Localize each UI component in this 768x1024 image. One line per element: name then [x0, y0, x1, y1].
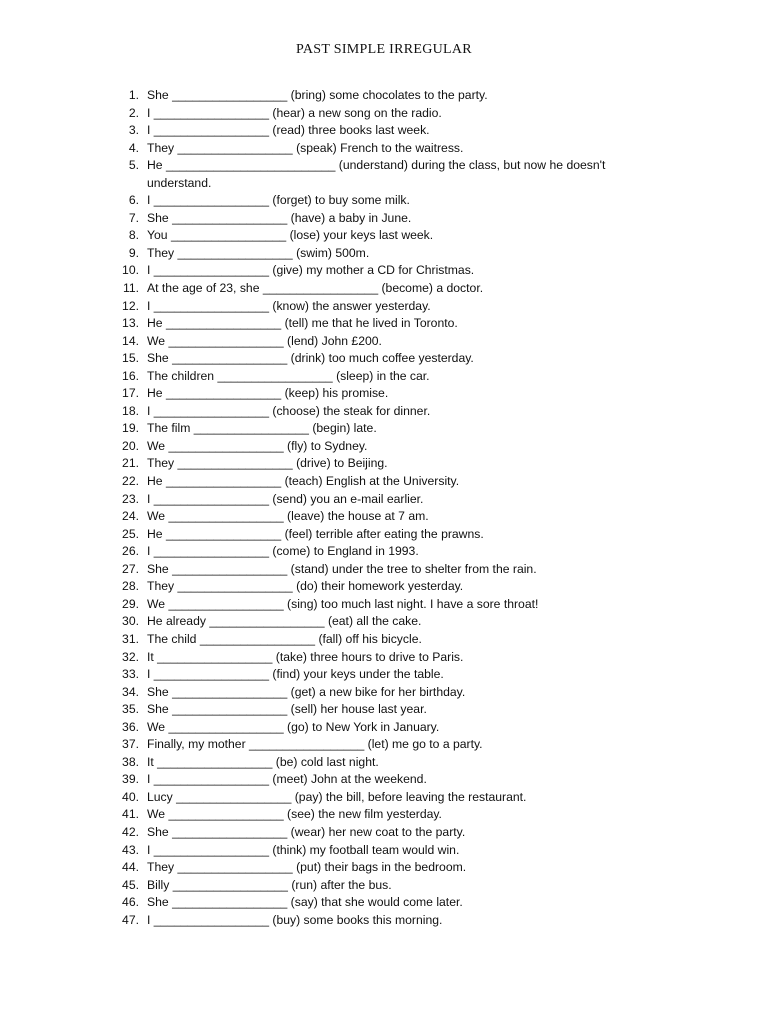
exercise-item — [100, 455, 660, 473]
exercise-sentence: We _________________ (fly) to Sydney. — [147, 438, 368, 453]
exercise-sentence: I _________________ (buy) some books this morning. — [147, 912, 443, 927]
exercise-sentence: It _________________ (be) cold last night. — [147, 754, 379, 769]
spacer — [139, 894, 147, 912]
spacer — [139, 122, 147, 140]
spacer — [139, 824, 147, 842]
exercise-item — [100, 877, 660, 895]
exercise-item — [100, 842, 660, 860]
spacer — [139, 210, 147, 228]
page-title: PAST SIMPLE IRREGULAR — [296, 42, 472, 57]
exercise-sentence: We _________________ (leave) the house at 7 am. — [147, 509, 429, 524]
spacer — [139, 245, 147, 263]
spacer — [139, 87, 147, 105]
spacer — [139, 262, 147, 280]
exercise-number: 14. — [122, 333, 139, 348]
exercise-number: 41. — [122, 807, 139, 822]
exercise-number: 29. — [122, 596, 139, 611]
exercise-item — [100, 701, 660, 719]
spacer — [139, 385, 147, 403]
spacer — [139, 140, 147, 158]
exercise-item — [100, 824, 660, 842]
spacer — [139, 631, 147, 649]
exercise-number: 5. — [128, 158, 139, 173]
exercise-sentence: I _________________ (come) to England in 1993. — [147, 544, 419, 559]
exercise-item — [100, 280, 660, 298]
exercise-item — [100, 526, 660, 544]
exercise-number: 20. — [122, 438, 139, 453]
spacer — [139, 350, 147, 368]
exercise-item — [100, 649, 660, 667]
exercise-sentence: I _________________ (find) your keys under the table. — [147, 667, 444, 682]
exercise-item — [100, 561, 660, 579]
exercise-item — [100, 473, 660, 491]
exercise-number: 40. — [122, 789, 139, 804]
exercise-sentence: I _________________ (send) you an e-mail earlier. — [147, 491, 424, 506]
exercise-sentence: I _________________ (choose) the steak for dinner. — [147, 403, 431, 418]
exercise-number: 1. — [128, 88, 139, 102]
exercise-number: 25. — [122, 526, 139, 541]
exercise-list — [100, 87, 660, 929]
spacer — [139, 578, 147, 596]
spacer — [139, 455, 147, 473]
exercise-sentence: The children _________________ (sleep) in the car. — [147, 368, 430, 383]
exercise-sentence: She _________________ (stand) under the tree to shelter from the rain. — [147, 561, 537, 576]
exercise-sentence: She _________________ (say) that she would come later. — [147, 895, 463, 910]
exercise-item — [100, 543, 660, 561]
exercise-sentence: Lucy _________________ (pay) the bill, before leaving the restaurant. — [147, 789, 527, 804]
exercise-item — [100, 157, 660, 192]
exercise-item — [100, 912, 660, 930]
exercise-number: 10. — [122, 263, 139, 278]
spacer — [139, 420, 147, 438]
exercise-number: 17. — [122, 386, 139, 401]
exercise-sentence: They _________________ (swim) 500m. — [147, 245, 370, 260]
exercise-item — [100, 789, 660, 807]
exercise-item — [100, 315, 660, 333]
exercise-sentence: He _________________________ (understand) during the class, but now he doesn't understand. — [147, 158, 606, 190]
exercise-sentence: He _________________ (keep) his promise. — [147, 386, 389, 401]
exercise-item — [100, 368, 660, 386]
exercise-item — [100, 613, 660, 631]
exercise-sentence: He _________________ (teach) English at the University. — [147, 474, 460, 489]
spacer — [139, 192, 147, 210]
exercise-item — [100, 508, 660, 526]
spacer — [139, 315, 147, 333]
exercise-item — [100, 736, 660, 754]
exercise-sentence: The film _________________ (begin) late. — [147, 421, 377, 436]
exercise-number: 39. — [122, 772, 139, 787]
exercise-number: 47. — [122, 912, 139, 927]
spacer — [139, 105, 147, 123]
exercise-item — [100, 438, 660, 456]
exercise-number: 15. — [122, 351, 139, 366]
exercise-number: 9. — [128, 245, 139, 260]
exercise-item — [100, 491, 660, 509]
exercise-number: 13. — [122, 316, 139, 331]
spacer — [139, 438, 147, 456]
spacer — [139, 333, 147, 351]
spacer — [139, 666, 147, 684]
exercise-sentence: It _________________ (take) three hours to drive to Paris. — [147, 649, 464, 664]
spacer — [139, 789, 147, 807]
exercise-number: 36. — [122, 719, 139, 734]
exercise-number: 30. — [122, 614, 139, 629]
exercise-item — [100, 192, 660, 210]
exercise-sentence: We _________________ (sing) too much last night. I have a sore throat! — [147, 596, 539, 611]
spacer — [139, 684, 147, 702]
exercise-item — [100, 122, 660, 140]
exercise-number: 23. — [122, 491, 139, 506]
exercise-item — [100, 245, 660, 263]
spacer — [139, 403, 147, 421]
exercise-sentence: He _________________ (tell) me that he lived in Toronto. — [147, 316, 458, 331]
exercise-sentence: I _________________ (meet) John at the weekend. — [147, 772, 427, 787]
exercise-sentence: They _________________ (speak) French to the waitress. — [147, 140, 464, 155]
spacer — [139, 280, 147, 298]
exercise-number: 22. — [122, 474, 139, 489]
exercise-item — [100, 140, 660, 158]
exercise-sentence: You _________________ (lose) your keys last week. — [147, 228, 434, 243]
exercise-item — [100, 420, 660, 438]
exercise-sentence: I _________________ (give) my mother a CD for Christmas. — [147, 263, 475, 278]
exercise-number: 35. — [122, 702, 139, 717]
exercise-sentence: I _________________ (read) three books last week. — [147, 123, 430, 138]
exercise-sentence: We _________________ (go) to New York in January. — [147, 719, 440, 734]
exercise-sentence: He _________________ (feel) terrible after eating the prawns. — [147, 526, 484, 541]
spacer — [139, 719, 147, 737]
spacer — [139, 912, 147, 930]
exercise-number: 43. — [122, 842, 139, 857]
spacer — [139, 859, 147, 877]
spacer — [139, 806, 147, 824]
spacer — [139, 754, 147, 772]
spacer — [139, 649, 147, 667]
exercise-sentence: They _________________ (do) their homework yesterday. — [147, 579, 464, 594]
exercise-number: 16. — [122, 368, 139, 383]
spacer — [139, 877, 147, 895]
exercise-sentence: I _________________ (hear) a new song on the radio. — [147, 105, 442, 120]
exercise-item — [100, 771, 660, 789]
exercise-number: 34. — [122, 684, 139, 699]
exercise-number: 38. — [122, 754, 139, 769]
exercise-number: 32. — [122, 649, 139, 664]
exercise-sentence: Billy _________________ (run) after the bus. — [147, 877, 392, 892]
exercise-item — [100, 210, 660, 228]
exercise-item — [100, 333, 660, 351]
exercise-item — [100, 894, 660, 912]
exercise-sentence: She _________________ (bring) some chocolates to the party. — [147, 88, 488, 102]
exercise-sentence: She _________________ (wear) her new coat to the party. — [147, 824, 466, 839]
exercise-sentence: I _________________ (forget) to buy some milk. — [147, 193, 410, 208]
exercise-number: 45. — [122, 877, 139, 892]
spacer — [139, 157, 147, 192]
spacer — [139, 368, 147, 386]
exercise-number: 24. — [122, 509, 139, 524]
spacer — [139, 771, 147, 789]
spacer — [139, 543, 147, 561]
exercise-number: 33. — [122, 667, 139, 682]
exercise-number: 4. — [128, 140, 139, 155]
exercise-sentence: The child _________________ (fall) off his bicycle. — [147, 631, 422, 646]
exercise-number: 6. — [128, 193, 139, 208]
exercise-number: 31. — [122, 631, 139, 646]
exercise-item — [100, 859, 660, 877]
exercise-number: 27. — [122, 561, 139, 576]
exercise-item — [100, 719, 660, 737]
exercise-item — [100, 754, 660, 772]
spacer — [139, 473, 147, 491]
exercise-item — [100, 403, 660, 421]
spacer — [139, 561, 147, 579]
exercise-item — [100, 385, 660, 403]
exercise-item — [100, 684, 660, 702]
exercise-sentence: She _________________ (sell) her house last year. — [147, 702, 427, 717]
exercise-number: 28. — [122, 579, 139, 594]
exercise-item — [100, 578, 660, 596]
exercise-item — [100, 227, 660, 245]
exercise-number: 3. — [128, 123, 139, 138]
exercise-sentence: They _________________ (put) their bags in the bedroom. — [147, 860, 467, 875]
exercise-sentence: She _________________ (drink) too much coffee yesterday. — [147, 351, 474, 366]
spacer — [139, 491, 147, 509]
exercise-sentence: At the age of 23, she _________________ (become) a doctor. — [147, 281, 484, 296]
exercise-item — [100, 298, 660, 316]
spacer — [139, 736, 147, 754]
exercise-item — [100, 105, 660, 123]
exercise-sentence: She _________________ (have) a baby in June. — [147, 210, 412, 225]
exercise-item — [100, 631, 660, 649]
spacer — [139, 701, 147, 719]
exercise-sentence: I _________________ (know) the answer yesterday. — [147, 298, 431, 313]
spacer — [139, 227, 147, 245]
exercise-number: 11. — [122, 281, 139, 296]
exercise-sentence: We _________________ (see) the new film yesterday. — [147, 807, 442, 822]
exercise-sentence: I _________________ (think) my football team would win. — [147, 842, 460, 857]
exercise-sentence: She _________________ (get) a new bike for her birthday. — [147, 684, 466, 699]
exercise-number: 8. — [128, 228, 139, 243]
exercise-number: 44. — [122, 860, 139, 875]
exercise-sentence: Finally, my mother _________________ (let) me go to a party. — [147, 737, 483, 752]
exercise-item — [100, 806, 660, 824]
spacer — [139, 613, 147, 631]
spacer — [139, 298, 147, 316]
exercise-number: 2. — [128, 105, 139, 120]
exercise-item — [100, 666, 660, 684]
spacer — [139, 842, 147, 860]
exercise-number: 12. — [122, 298, 139, 313]
exercise-number: 19. — [122, 421, 139, 436]
exercise-number: 46. — [122, 895, 139, 910]
exercise-item — [100, 596, 660, 614]
exercise-number: 42. — [122, 824, 139, 839]
exercise-number: 26. — [122, 544, 139, 559]
exercise-sentence: We _________________ (lend) John £200. — [147, 333, 382, 348]
exercise-number: 7. — [128, 210, 139, 225]
exercise-item — [100, 87, 660, 105]
spacer — [139, 596, 147, 614]
exercise-number: 37. — [122, 737, 139, 752]
exercise-sentence: He already _________________ (eat) all the cake. — [147, 614, 422, 629]
exercise-number: 18. — [122, 403, 139, 418]
exercise-number: 21. — [122, 456, 139, 471]
exercise-item — [100, 350, 660, 368]
spacer — [139, 508, 147, 526]
exercise-item — [100, 262, 660, 280]
exercise-sentence: They _________________ (drive) to Beijing. — [147, 456, 388, 471]
spacer — [139, 526, 147, 544]
